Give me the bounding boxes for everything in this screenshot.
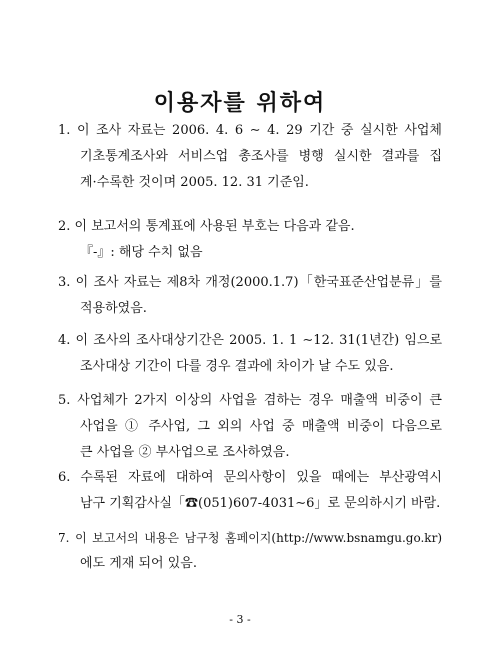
page-title: 이용자를 위하여 (153, 91, 327, 116)
notice-item-7 (58, 525, 442, 577)
notice-line: 에도 게재 되어 있음. (80, 556, 197, 571)
notice-item-3 (58, 270, 442, 322)
notice-line: 계·수록한 것이며 2005. 12. 31 기준임. (80, 175, 309, 190)
notice-line: 큰 사업을 ② 부사업으로 조사하였음. (80, 445, 290, 460)
page-number: - 3 - (229, 613, 251, 626)
notice-line: 적용하였음. (80, 301, 147, 316)
notice-item-2 (58, 214, 442, 266)
notice-line: 조사대상 기간이 다를 경우 결과에 차이가 날 수도 있음. (80, 359, 394, 374)
notice-line: 7. 이 보고서의 내용은 남구청 홈페이지(http://www.bsnamgu.go.kr) (58, 531, 442, 545)
notice-line: 3. 이 조사 자료는 제8차 개정(2000.1.7)「한국표준산업분류」를 (58, 275, 442, 290)
notice-line: 4. 이 조사의 조사대상기간은 2005. 1. 1 ∼12. 31(1년간) 임으로 (58, 333, 442, 348)
notice-line: 2. 이 보고서의 통계표에 사용된 부호는 다음과 같음. (58, 219, 355, 234)
notice-line: 6. 수록된 자료에 대하여 문의사항이 있을 때에는 부산광역시 (58, 470, 442, 485)
notice-line: 1. 이 조사 자료는 2006. 4. 6 ∼ 4. 29 기간 중 실시한 사업체 (58, 123, 442, 138)
notice-item-6 (58, 465, 442, 517)
notice-line: 『-』: 해당 수치 없음 (80, 245, 203, 260)
notice-item-5 (58, 388, 442, 466)
notice-item-4 (58, 328, 442, 380)
notice-line: 사업을 ① 주사업, 그 외의 사업 중 매출액 비중이 다음으로 (80, 419, 442, 434)
notice-item-1 (58, 118, 442, 196)
notice-line: 남구 기획감사실「☎(051)607-4031∼6」로 문의하시기 바람. (80, 496, 441, 511)
notice-line: 5. 사업체가 2가지 이상의 사업을 겸하는 경우 매출액 비중이 큰 (58, 393, 442, 408)
notice-line: 기초통계조사와 서비스업 총조사를 병행 실시한 결과를 집 (80, 149, 442, 164)
